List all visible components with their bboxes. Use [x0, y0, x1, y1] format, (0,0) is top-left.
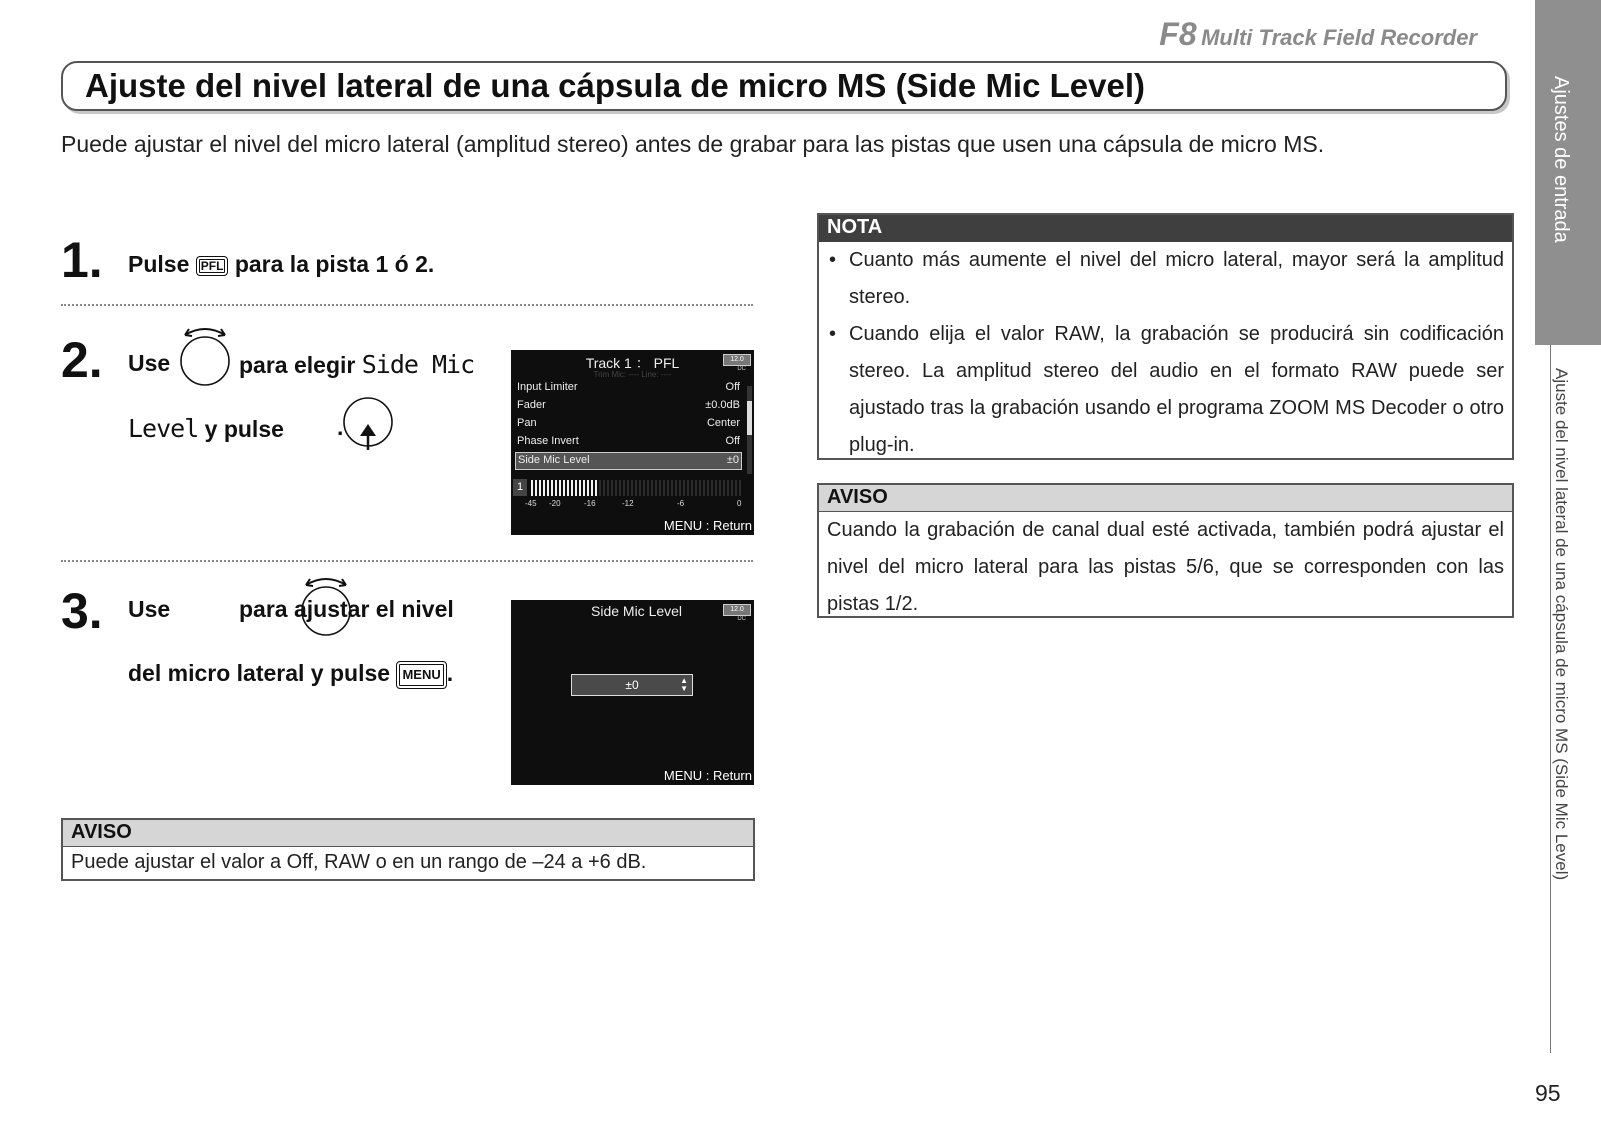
step-3-line-2 [128, 660, 453, 689]
menu-row-selected [515, 452, 742, 470]
menu-row [515, 380, 742, 396]
step-3-number: 3. [61, 583, 103, 639]
nota-body [819, 242, 1512, 464]
screen-subheader: Trim Mic: ---- Line: ---- [593, 370, 672, 379]
level-meter-fill [531, 480, 599, 496]
nota-box [817, 213, 1514, 460]
aviso-heading: AVISO [819, 485, 1512, 512]
step-2-menu-item-a: Side Mic [361, 350, 475, 379]
aviso-text: Puede ajustar el valor a Off, RAW o en un rango de –24 a +6 dB. [71, 851, 647, 873]
page-number: 95 [1535, 1080, 1561, 1106]
step-2-end: . [337, 414, 344, 440]
value-text: ±0 [625, 678, 639, 692]
aviso-box-left [61, 818, 755, 881]
row-value: Center [706, 417, 740, 429]
step-2-number: 2. [61, 332, 103, 388]
row-label: Input Limiter [517, 381, 578, 393]
step-2-post: y pulse [204, 416, 284, 442]
page-title-box [61, 61, 1507, 111]
meter-scale-label: -16 [584, 499, 596, 508]
meter-scale-label: -45 [525, 499, 537, 508]
screen-title: Side Mic Level [591, 603, 683, 619]
step-3-mid: para ajustar el nivel [239, 596, 454, 622]
step-3-end: . [446, 660, 454, 686]
dial-press-icon [342, 394, 398, 457]
value-box [571, 674, 693, 696]
menu-key-icon: MENU [396, 661, 446, 689]
step-1-post: para la pista 1 ó 2. [234, 251, 435, 277]
screen-title: Track 1 ： PFL [585, 355, 680, 371]
menu-row [515, 398, 742, 414]
scrollbar-thumb [747, 401, 752, 435]
aviso-box-right [817, 483, 1514, 618]
meter-scale-label: 0 [737, 499, 742, 508]
screen-footer: MENU : Return [663, 768, 752, 783]
dc-indicator: DC [737, 366, 746, 372]
up-down-arrows-icon: ▲ ▼ [680, 676, 688, 693]
nota-heading: NOTA [819, 215, 1512, 242]
device-screen-track-menu [511, 350, 754, 535]
meter-scale-label: -20 [549, 499, 561, 508]
row-label: Fader [517, 399, 546, 411]
dc-indicator: DC [737, 616, 746, 622]
header-product [1159, 16, 1477, 53]
row-label: Phase Invert [517, 435, 579, 447]
meter-scale-label: -12 [622, 499, 634, 508]
step-2-line-1 [128, 350, 170, 377]
battery-icon: 12.0 [723, 604, 751, 616]
product-name: Multi Track Field Recorder [1201, 25, 1477, 50]
screen-footer: MENU : Return [663, 518, 752, 533]
meter-scale-label: -6 [677, 499, 685, 508]
row-label: Side Mic Level [518, 454, 590, 466]
aviso-heading: AVISO [63, 820, 753, 847]
rotary-dial-icon [177, 325, 233, 392]
device-screen-side-mic-level [511, 600, 754, 785]
intro-text: Puede ajustar el nivel del micro lateral (amplitud stereo) antes de grabar para las pistas que usen una cápsula de micro MS. [61, 131, 1325, 157]
section-tab-label: Ajustes de entrada [1550, 76, 1572, 243]
menu-row [515, 416, 742, 432]
nota-item: • Cuando elija el valor RAW, la grabación se producirá sin codificación stereo. La amplitud stereo del audio en el formato RAW puede ser ajustado tras la grabación usando el programa ZOOM MS Decoder o otro plug-in. [827, 316, 1504, 464]
step-2-menu-item-b: Level [128, 414, 199, 443]
aviso-text: Cuando la grabación de canal dual esté activada, también podrá ajustar el nivel del micro lateral para las pistas 5/6, que se corresponden con las pistas 1/2. [827, 519, 1504, 615]
step-1-text [128, 251, 434, 278]
step-2-mid: para elegir [239, 352, 356, 378]
model-name: F8 [1159, 16, 1197, 52]
meter-track-number: 1 [513, 479, 527, 496]
battery-icon: 12.0 [723, 354, 751, 366]
level-meter-empty [599, 480, 741, 496]
divider [61, 304, 753, 306]
pfl-key-icon: PFL [196, 256, 229, 276]
step-1-number: 1. [61, 232, 103, 288]
divider [61, 560, 753, 562]
row-value: ±0 [726, 454, 739, 466]
step-2-line-1b [239, 350, 474, 379]
step-3-line-1 [128, 596, 170, 623]
row-value: Off [725, 435, 740, 447]
row-label: Pan [517, 417, 537, 429]
page-tab-label: Ajuste del nivel lateral de una cápsula de micro MS (Side Mic Level) [1552, 368, 1571, 881]
step-2-pre: Use [128, 350, 171, 376]
menu-row [515, 434, 742, 450]
step-1-pre: Pulse [128, 251, 190, 277]
nota-item: • Cuanto más aumente el nivel del micro lateral, mayor será la amplitud stereo. [827, 242, 1504, 316]
step-3-line-2-text: del micro lateral y pulse [128, 660, 391, 686]
step-3-pre: Use [128, 596, 171, 622]
step-2-line-2 [128, 414, 284, 443]
row-value: Off [725, 381, 740, 393]
page-title: Ajuste del nivel lateral de una cápsula de micro MS (Side Mic Level) [85, 67, 1145, 104]
row-value: ±0.0dB [705, 399, 740, 411]
